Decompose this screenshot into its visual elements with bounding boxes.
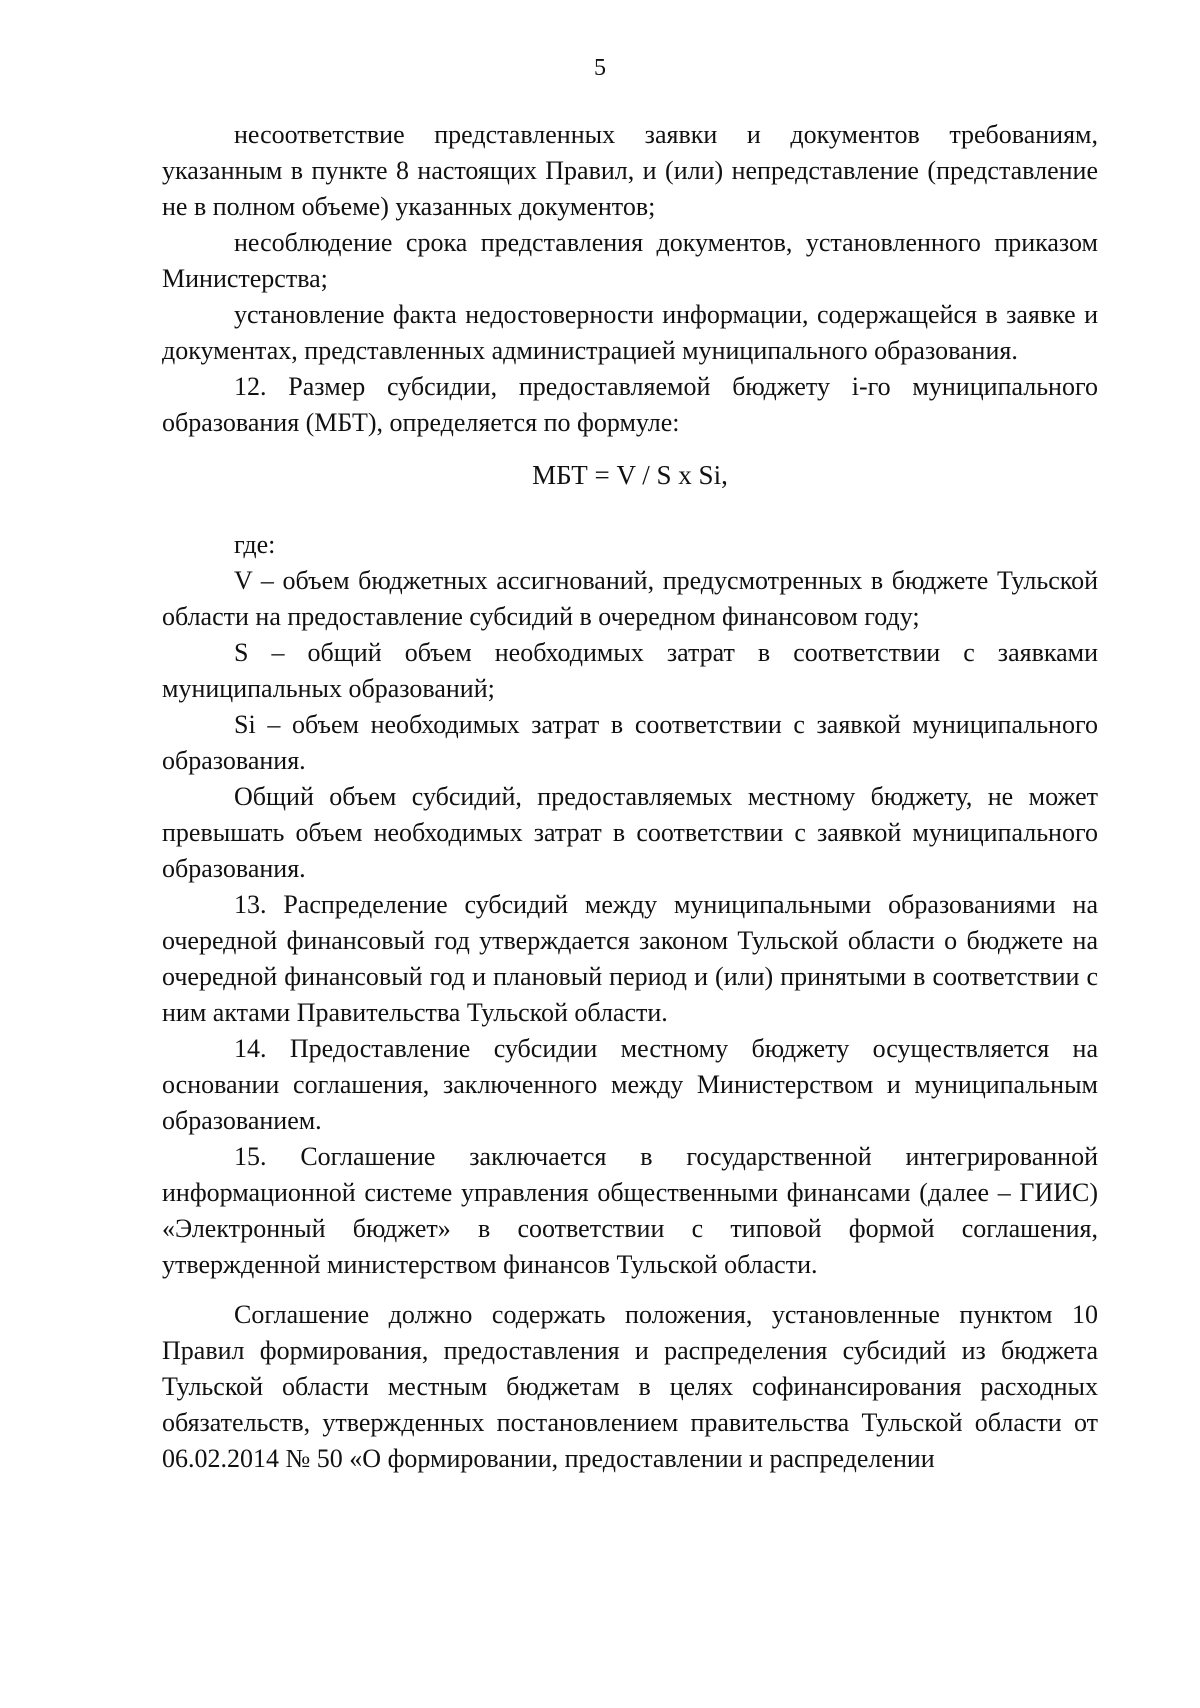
paragraph-total-limit: Общий объем субсидий, предоставляемых местному бюджету, не может превышать объем необходимых затрат в соответствии с заявкой муниципального образования.: [162, 782, 1098, 883]
paragraph-item-12: 12. Размер субсидии, предоставляемой бюджету i-го муниципального образования (МБТ), определяется по формуле:: [162, 372, 1098, 437]
paragraph-inaccurate-info: установление факта недостоверности информации, содержащейся в заявке и документах, представленных администрацией муниципального образования.: [162, 300, 1098, 365]
page-number: 5: [594, 55, 606, 81]
paragraph-agreement-contents: Соглашение должно содержать положения, установленные пунктом 10 Правил формирования, предоставления и распределения субсидий из бюджета Тульской области местным бюджетам в целях софинансирования расходных обязательств, утвержденных постановлением правительства Тульской области от 06.02.2014 № 50 «О формировании, предоставлении и распределении: [162, 1300, 1098, 1473]
paragraph-gap: [162, 1283, 1098, 1297]
document-body: [162, 117, 1098, 1477]
paragraph-def-si: Si – объем необходимых затрат в соответствии с заявкой муниципального образования.: [162, 710, 1098, 775]
paragraph-deadline-violation: несоблюдение срока представления документов, установленного приказом Министерства;: [162, 228, 1098, 293]
paragraph-item-13: 13. Распределение субсидий между муниципальными образованиями на очередной финансовый год утверждается законом Тульской области о бюджете на очередной финансовый год и плановый период и (или) принятыми в соответствии с ним актами Правительства Тульской области.: [162, 890, 1098, 1027]
paragraph-where: где:: [234, 530, 276, 559]
paragraph-def-s: S – общий объем необходимых затрат в соответствии с заявками муниципальных образований;: [162, 638, 1098, 703]
paragraph-item-15: 15. Соглашение заключается в государственной интегрированной информационной системе управления общественными финансами (далее – ГИИС) «Электронный бюджет» в соответствии с типовой формой соглашения, утвержденной министерством финансов Тульской области.: [162, 1142, 1098, 1279]
paragraph-noncompliance: несоответствие представленных заявки и документов требованиям, указанным в пункте 8 настоящих Правил, и (или) непредставление (представление не в полном объеме) указанных документов;: [162, 120, 1098, 221]
paragraph-def-v: V – объем бюджетных ассигнований, предусмотренных в бюджете Тульской области на предоставление субсидий в очередном финансовом году;: [162, 566, 1098, 631]
subsidy-formula: МБТ = V / S x Si,: [532, 460, 728, 490]
paragraph-item-14: 14. Предоставление субсидии местному бюджету осуществляется на основании соглашения, заключенного между Министерством и муниципальным образованием.: [162, 1034, 1098, 1135]
